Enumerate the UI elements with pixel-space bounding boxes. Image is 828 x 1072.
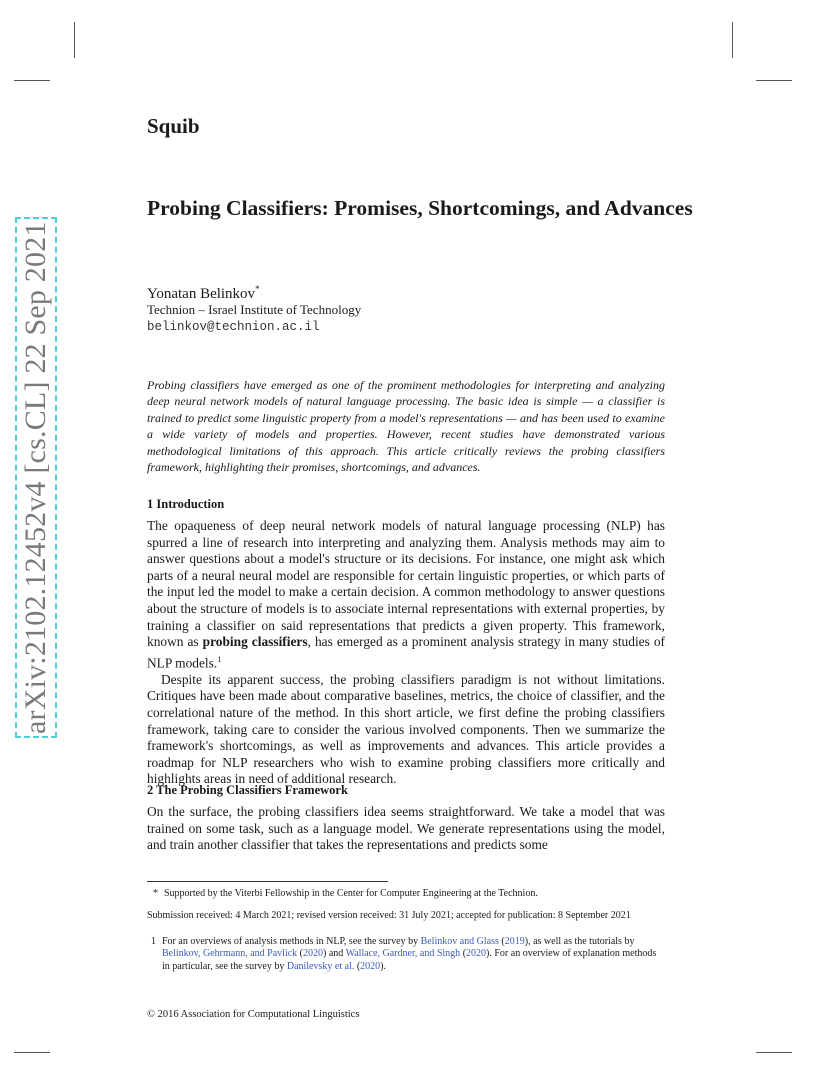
framework-body bbox=[147, 804, 665, 854]
framework-paragraph-1: On the surface, the probing classifiers idea seems straightforward. We take a model that was trained on some task, such as a language model. We generate representations using the model, and train another classifier that takes the representations and predicts some bbox=[147, 804, 665, 853]
footnote-rule bbox=[147, 881, 388, 882]
author-name-text: Yonatan Belinkov bbox=[147, 286, 256, 302]
citation-link[interactable]: Belinkov, Gehrmann, and Pavlick bbox=[162, 948, 298, 960]
citation-link[interactable]: Wallace, Gardner, and Singh bbox=[345, 948, 461, 960]
fn-text: ( bbox=[354, 960, 361, 972]
crop-mark bbox=[732, 22, 733, 58]
fn-text: ) and bbox=[323, 948, 346, 960]
fn-text: ( bbox=[460, 948, 467, 960]
copyright-notice: © 2016 Association for Computational Linguistics bbox=[147, 1009, 360, 1020]
author-affiliation: Technion – Israel Institute of Technology bbox=[147, 302, 362, 317]
crop-mark bbox=[14, 80, 50, 81]
fn-text: ). For an overview of explanation methods in particular, see the survey by bbox=[162, 948, 657, 972]
abstract: Probing classifiers have emerged as one of the prominent methodologies for interpreting and analyzing deep neural network models of natural language processing. The basic idea is simple — a classifier is trained to predict some linguistic property from a model's representations — and has been used to examine a wide variety of models and properties. However, recent studies have demonstrated various methodological limitations of this approach. This article critically reviews the probing classifiers framework, highlighting their promises, shortcomings, and advances. bbox=[147, 378, 665, 475]
article-type: Squib bbox=[147, 114, 200, 138]
footnote-star bbox=[147, 888, 665, 900]
fn-text: ( bbox=[297, 948, 303, 960]
crop-mark bbox=[14, 1052, 50, 1053]
section-heading-introduction: 1 Introduction bbox=[147, 497, 225, 511]
crop-mark bbox=[756, 1052, 792, 1053]
crop-mark bbox=[756, 80, 792, 81]
intro-p1-tail: , has emerged as a prominent analysis strategy in many studies of NLP models. bbox=[147, 634, 665, 671]
submission-note: Submission received: 4 March 2021; revised version received: 31 July 2021; accepted for publication: 8 September 2021 bbox=[147, 910, 631, 921]
citation-year-link[interactable]: 2019 bbox=[504, 936, 525, 947]
footnote-marker-1[interactable]: 1 bbox=[217, 653, 222, 664]
paper-title: Probing Classifiers: Promises, Shortcomings, and Advances bbox=[147, 196, 693, 220]
citation-year-link[interactable]: 2020 bbox=[303, 948, 323, 960]
bold-term: probing classifiers bbox=[202, 634, 308, 650]
fn-text: For an overviews of analysis methods in NLP, see the survey by bbox=[162, 936, 421, 947]
author-name bbox=[147, 284, 260, 303]
citation-link[interactable]: Belinkov and Glass bbox=[420, 936, 499, 947]
intro-paragraph-2: Despite its apparent success, the probing classifiers paradigm is not without limitations. Critiques have been made about comparative baselines, metrics, the choice of classifier, and the correlational nature of the method. In this short article, we first define the probing classifiers framework, taking care to consider the various involved components. Then we summarize the framework's shortcomings, as well as improvements and advances. This article provides a roadmap for NLP researchers who wish to examine probing classifiers more critically and highlights areas in need of additional research. bbox=[147, 671, 665, 787]
fn-text: ), as well as the tutorials by bbox=[524, 936, 635, 947]
section-heading-framework: 2 The Probing Classifiers Framework bbox=[147, 783, 348, 797]
footnote-1 bbox=[147, 936, 665, 973]
introduction-body bbox=[147, 518, 665, 788]
author-footnote-marker: * bbox=[255, 284, 260, 294]
intro-paragraph-1 bbox=[147, 518, 665, 672]
footnote-1-text bbox=[162, 936, 665, 973]
fn-text: ( bbox=[498, 936, 505, 947]
footnote-star-marker: * bbox=[153, 888, 158, 899]
crop-mark bbox=[74, 22, 75, 58]
fn-text: ). bbox=[380, 960, 387, 972]
citation-link[interactable]: Danilevsky et al. bbox=[286, 960, 355, 972]
intro-p1-text: The opaqueness of deep neural network models of natural language processing (NLP) has spurred a line of research into interpreting and analyzing them. Analysis methods may aim to answer questions about a model's structure or its decisions. For instance, one might ask which parts of a neural neural model are responsible for certain linguistic properties, or which parts of the input led the model to make a certain decision. A common methodology to answer questions about the structure of models is to associate internal representations with external properties, by training a classifier on said representations that predicts a given property. This framework, known as bbox=[147, 518, 665, 650]
footnote-star-text: Supported by the Viterbi Fellowship in the Center for Computer Engineering at the Technion. bbox=[164, 888, 538, 899]
footnote-1-number: 1 bbox=[151, 936, 156, 947]
citation-year-link[interactable]: 2020 bbox=[466, 948, 487, 960]
author-email: belinkov@technion.ac.il bbox=[147, 320, 320, 334]
citation-year-link[interactable]: 2020 bbox=[360, 960, 381, 972]
arxiv-side-label: arXiv:2102.12452v4 [cs.CL] 22 Sep 2021 bbox=[19, 221, 52, 734]
